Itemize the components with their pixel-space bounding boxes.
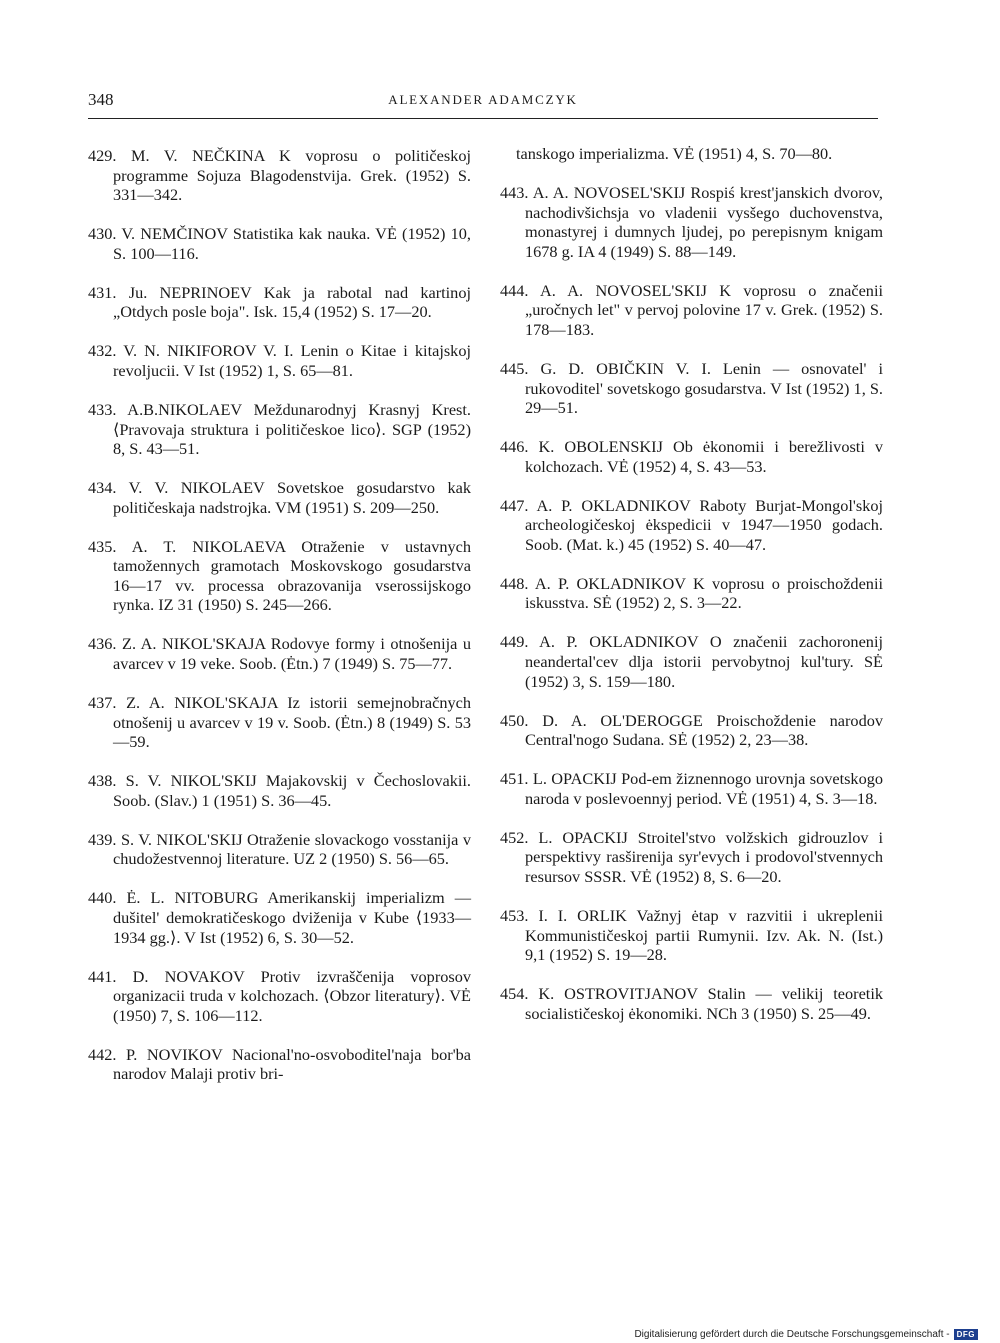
bib-entry-444: 444. A. A. NOVOSEL'SKIJ K voprosu o značenii „uročnych let" v pervoj polovine 17 v. Grek. (1952) S. 178—183. [500, 280, 883, 339]
dfg-logo: DFG [954, 1329, 978, 1340]
page-header [88, 88, 878, 119]
bib-entry-432: 432. V. N. NIKIFOROV V. I. Lenin o Kitae i kitajskoj revoljucii. V Ist (1952) 1, S. 65—81. [88, 341, 471, 380]
right-column [500, 144, 883, 1043]
bib-entry-452: 452. L. OPACKIJ Stroitel'stvo volžskich gidrouzlov i perspektivy rasširenija syr'evych i prodovol'stvennych resursov SSSR. VĖ (1952) 8, S. 6—20. [500, 827, 883, 886]
bib-entry-440: 440. Ė. L. NITOBURG Amerikanskij imperializm — dušitel' demokratičeskogo dviženija v Kube ⟨1933—1934 gg.⟩. V Ist (1952) 6, S. 30—52. [88, 888, 471, 947]
bib-entry-431: 431. Ju. NEPRINOEV Kak ja rabotal nad kartinoj „Otdych posle boja". Isk. 15,4 (1952) S. 17—20. [88, 282, 471, 322]
bib-entry-438: 438. S. V. NIKOL'SKIJ Majakovskij v Čechoslovakii. Soob. (Slav.) 1 (1951) S. 36—45. [88, 771, 471, 810]
digitization-footer [634, 1329, 978, 1340]
bib-entry-433: 433. A.B.NIKOLAEV Meždunarodnyj Krasnyj Krest. ⟨Pravovaja struktura i političeskoe lico⟩. SGP (1952) 8, S. 43—51. [88, 399, 471, 459]
bib-entry-449: 449. A. P. OKLADNIKOV O značenii zachoronenij neandertal'cev dlja istorii pervobytnoj kul'tury. SĖ (1952) 3, S. 159—180. [500, 632, 883, 691]
bib-entry-442-continuation: tanskogo imperializma. VĖ (1951) 4, S. 70—80. [516, 144, 833, 163]
bib-entry-445: 445. G. D. OBIČKIN V. I. Lenin — osnovatel' i rukovoditel' sovetskogo gosudarstva. V Ist (1952) 1, S. 29—51. [500, 358, 883, 418]
bib-entry-446: 446. K. OBOLENSKIJ Ob ėkonomii i berežlivosti v kolchozach. VĖ (1952) 4, S. 43—53. [500, 437, 883, 476]
bib-entry-430: 430. V. NEMČINOV Statistika kak nauka. VĖ (1952) 10, S. 100—116. [88, 224, 471, 263]
bib-entry-429: 429. M. V. NEČKINA K voprosu o političeskoj programme Sojuza Blagodenstvija. Grek. (1952) S. 331—342. [88, 146, 471, 205]
bib-entry-435: 435. A. T. NIKOLAEVA Otraženie v ustavnych tamožennych gramotach Moskovskogo gosudarstva 16—17 vv. processa obrazovanija vserossijskogo rynka. IZ 31 (1950) S. 245—266. [88, 536, 471, 615]
left-column [88, 146, 471, 1103]
bib-entry-450: 450. D. A. OL'DEROGGE Proischoždenie narodov Central'nogo Sudana. SĖ (1952) 2, 23—38. [500, 710, 883, 750]
running-head: ALEXANDER ADAMCZYK [388, 92, 578, 107]
bib-entry-441: 441. D. NOVAKOV Protiv izvraščenija voprosov organizacii truda v kolchozach. ⟨Obzor literatury⟩. VĖ (1950) 7, S. 106—112. [88, 966, 471, 1025]
bib-entry-434: 434. V. V. NIKOLAEV Sovetskoe gosudarstvo kak političeskaja nadstrojka. VM (1951) S. 209—250. [88, 478, 471, 517]
bib-entry-454: 454. K. OSTROVITJANOV Stalin — velikij teoretik socialističeskoj ėkonomiki. NCh 3 (1950) S. 25—49. [500, 984, 883, 1023]
bib-entry-439: 439. S. V. NIKOL'SKIJ Otraženie slovackogo vosstanija v chudožestvennoj literature. UZ 2 (1950) S. 56—65. [88, 829, 471, 869]
bib-entry-451: 451. L. OPACKIJ Pod-em žiznennogo urovnja sovetskogo naroda v poslevoennyj period. VĖ (1951) 4, S. 3—18. [500, 769, 883, 808]
bib-entry-453: 453. I. I. ORLIK Važnyj ėtap v razvitii i ukreplenii Kommunističeskoj partii Rumynii. Izv. Ak. N. (Ist.) 9,1 (1952) S. 19—28. [500, 905, 883, 965]
bib-entry-443: 443. A. A. NOVOSEL'SKIJ Rospiś krest'janskich dvorov, nachodivšichsja vo vladenii vysšego duchovenstva, monastyrej i dumnych ljudej, po perepisnym knigam 1678 g. IA 4 (1949) S. 88—149. [500, 182, 883, 261]
page-number: 348 [88, 90, 114, 109]
bib-entry-442: 442. P. NOVIKOV Nacional'no-osvoboditel'naja bor'ba narodov Malaji protiv bri- [88, 1044, 471, 1084]
bib-entry-437: 437. Z. A. NIKOL'SKAJA Iz istorii semejnobračnych otnošenij u avarcev v 19 v. Soob. (Ėtn.) 8 (1949) S. 53—59. [88, 693, 471, 752]
bib-entry-447: 447. A. P. OKLADNIKOV Raboty Burjat-Mongol'skoj archeologičeskoj ėkspedicii v 1947—1950 godach. Soob. (Mat. k.) 45 (1952) S. 40—47. [500, 495, 883, 554]
footer-text: Digitalisierung gefördert durch die Deutsche Forschungsgemeinschaft - [634, 1329, 950, 1340]
bib-entry-448: 448. A. P. OKLADNIKOV K voprosu o proischoždenii iskusstva. SĖ (1952) 2, S. 3—22. [500, 573, 883, 613]
bib-entry-436: 436. Z. A. NIKOL'SKAJA Rodovye formy i otnošenija u avarcev v 19 veke. Soob. (Ėtn.) 7 (1949) S. 75—77. [88, 634, 471, 674]
